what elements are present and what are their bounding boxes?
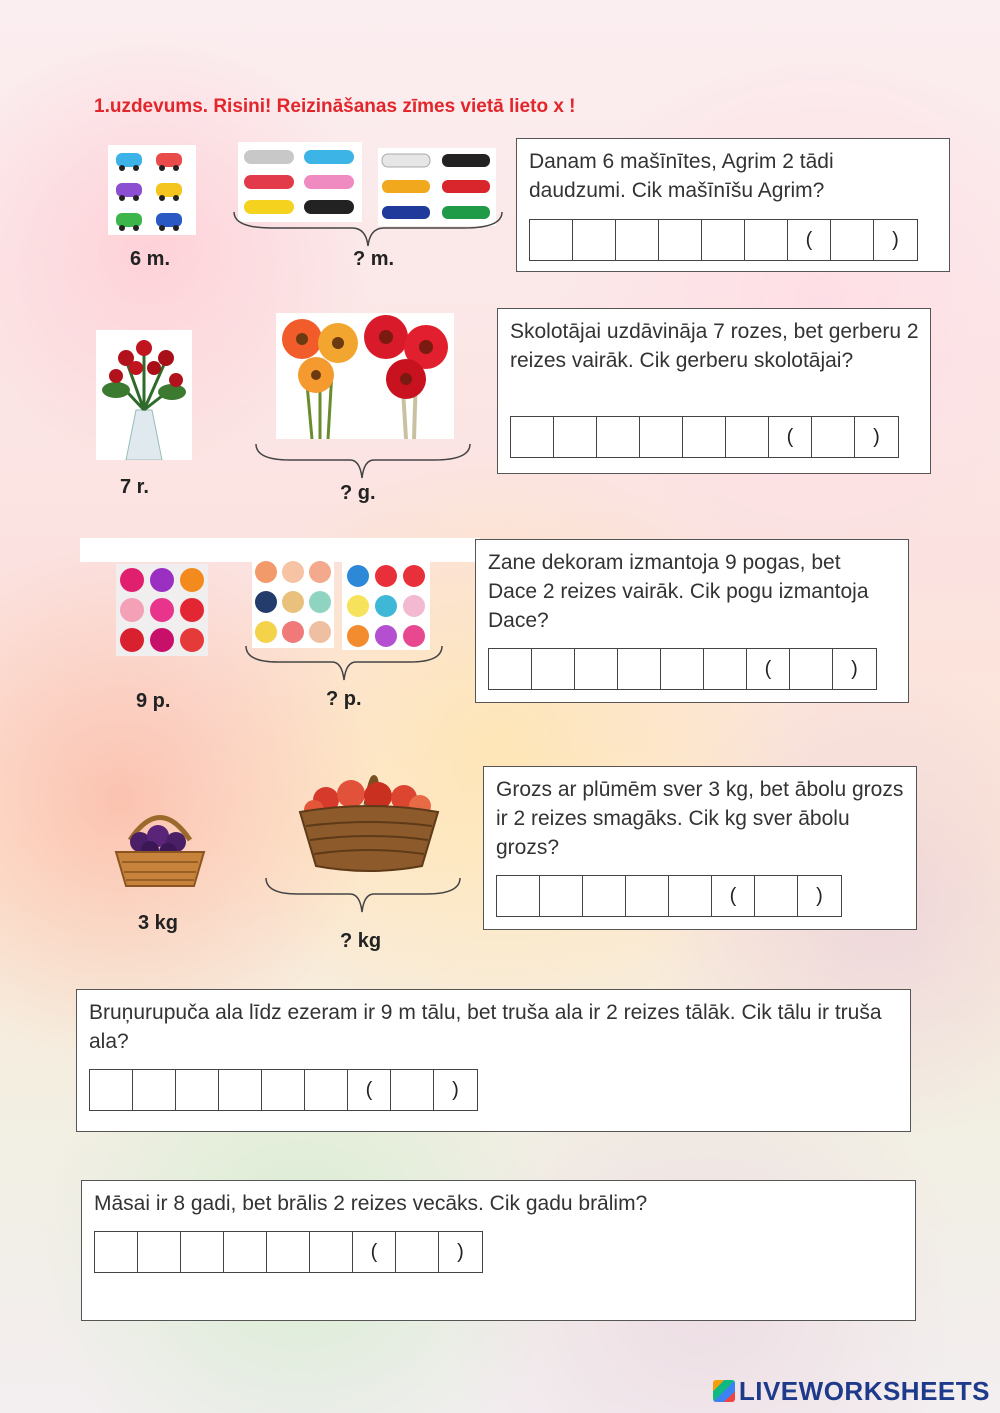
- answer-cell[interactable]: [262, 1070, 305, 1110]
- answer-cell[interactable]: [833, 649, 876, 689]
- paren-open: (: [729, 884, 737, 907]
- paren-close: ): [816, 884, 823, 907]
- answer-cell[interactable]: [583, 876, 626, 916]
- task-box: [475, 539, 909, 703]
- right-caption: ? kg: [340, 930, 382, 952]
- paren-close: ): [452, 1078, 459, 1101]
- left-caption: 9 p.: [136, 690, 171, 712]
- page-title: 1.uzdevums. Risini! Reizināšanas zīmes vietā lieto x !: [94, 96, 576, 117]
- task-box: [497, 308, 931, 474]
- paren-close: ): [873, 425, 880, 448]
- answer-cell[interactable]: [434, 1070, 477, 1110]
- answer-cell[interactable]: [540, 876, 583, 916]
- liveworksheets-logo: [713, 1376, 990, 1407]
- answer-cell[interactable]: [626, 876, 669, 916]
- task-question: Skolotājai uzdāvināja 7 rozes, bet gerberu 2 reizes vairāk. Cik gerberu skolotājai?: [510, 320, 919, 372]
- liveworksheets-icon: [713, 1380, 735, 1402]
- answer-cell[interactable]: [267, 1232, 310, 1272]
- task-question: Zane dekoram izmantoja 9 pogas, bet Dace 2 reizes vairāk. Cik pogu izmantoja Dace?: [488, 551, 869, 632]
- brace-icon: [232, 210, 504, 250]
- right-caption: ? g.: [340, 482, 376, 504]
- left-caption: 6 m.: [130, 248, 171, 270]
- answer-cell[interactable]: [497, 876, 540, 916]
- answer-cell[interactable]: [712, 876, 755, 916]
- cars-6-image: [108, 145, 196, 235]
- brace-icon: [244, 644, 444, 684]
- answer-cell[interactable]: [573, 220, 616, 260]
- answer-cell[interactable]: [755, 876, 798, 916]
- answer-cell[interactable]: [575, 649, 618, 689]
- answer-cell[interactable]: [790, 649, 833, 689]
- paren-close: ): [457, 1240, 464, 1263]
- answer-cell[interactable]: [138, 1232, 181, 1272]
- answer-cell[interactable]: [747, 649, 790, 689]
- task-question: Grozs ar plūmēm sver 3 kg, bet ābolu grozs ir 2 reizes smagāks. Cik kg sver ābolu grozs?: [496, 778, 904, 859]
- task-question: Danam 6 mašīnītes, Agrim 2 tādi daudzumi. Cik mašīnīšu Agrim?: [529, 150, 834, 202]
- task-box: [516, 138, 950, 272]
- paren-open: (: [786, 425, 794, 448]
- task-box: [76, 989, 911, 1132]
- answer-grid: [529, 219, 918, 261]
- answer-cell[interactable]: [618, 649, 661, 689]
- answer-cell[interactable]: [532, 649, 575, 689]
- car-icon: [116, 153, 182, 231]
- answer-cell[interactable]: [348, 1070, 391, 1110]
- answer-cell[interactable]: [305, 1070, 348, 1110]
- task-question: Māsai ir 8 gadi, bet brālis 2 reizes vecāks. Cik gadu brālim?: [94, 1192, 648, 1215]
- answer-grid: [488, 648, 877, 690]
- answer-cell[interactable]: [176, 1070, 219, 1110]
- answer-cell[interactable]: [855, 417, 898, 457]
- answer-grid: [510, 416, 899, 458]
- buttons-group-b-image: [342, 560, 430, 650]
- answer-cell[interactable]: [310, 1232, 353, 1272]
- answer-cell[interactable]: [391, 1070, 434, 1110]
- answer-cell[interactable]: [616, 220, 659, 260]
- answer-grid: [496, 875, 842, 917]
- answer-cell[interactable]: [95, 1232, 138, 1272]
- footer-brand: LIVEWORKSHEETS: [738, 1376, 990, 1406]
- task-question: Bruņurupuča ala līdz ezeram ir 9 m tālu, bet truša ala ir 2 reizes tālāk. Cik tālu ir truša ala?: [89, 1001, 882, 1053]
- answer-cell[interactable]: [874, 220, 917, 260]
- answer-cell[interactable]: [640, 417, 683, 457]
- answer-cell[interactable]: [788, 220, 831, 260]
- answer-cell[interactable]: [669, 876, 712, 916]
- gerberas-image: [276, 313, 454, 439]
- answer-cell[interactable]: [530, 220, 573, 260]
- answer-cell[interactable]: [659, 220, 702, 260]
- answer-cell[interactable]: [181, 1232, 224, 1272]
- answer-cell[interactable]: [812, 417, 855, 457]
- answer-cell[interactable]: [489, 649, 532, 689]
- left-caption: 3 kg: [138, 912, 179, 934]
- buttons-group-a-image: [252, 556, 334, 648]
- answer-cell[interactable]: [745, 220, 788, 260]
- brace-icon: [254, 442, 472, 482]
- paren-close: ): [892, 228, 899, 251]
- answer-cell[interactable]: [683, 417, 726, 457]
- paren-open: (: [370, 1240, 378, 1263]
- answer-cell[interactable]: [224, 1232, 267, 1272]
- paren-open: (: [805, 228, 813, 251]
- answer-cell[interactable]: [702, 220, 745, 260]
- plum-basket-image: [110, 800, 210, 890]
- answer-cell[interactable]: [554, 417, 597, 457]
- brace-icon: [264, 876, 462, 916]
- paren-open: (: [764, 657, 772, 680]
- answer-cell[interactable]: [133, 1070, 176, 1110]
- task-box: [81, 1180, 916, 1321]
- paren-close: ): [851, 657, 858, 680]
- answer-cell[interactable]: [511, 417, 554, 457]
- answer-grid: [89, 1069, 478, 1111]
- answer-cell[interactable]: [798, 876, 841, 916]
- buttons-9-image: [116, 564, 208, 656]
- answer-cell[interactable]: [769, 417, 812, 457]
- left-caption: 7 r.: [120, 476, 149, 498]
- answer-cell[interactable]: [353, 1232, 396, 1272]
- answer-cell[interactable]: [396, 1232, 439, 1272]
- apple-basket-image: [296, 750, 442, 872]
- right-caption: ? m.: [353, 248, 395, 270]
- task-box: [483, 766, 917, 930]
- answer-cell[interactable]: [219, 1070, 262, 1110]
- answer-cell[interactable]: [831, 220, 874, 260]
- answer-cell[interactable]: [661, 649, 704, 689]
- answer-cell[interactable]: [90, 1070, 133, 1110]
- answer-cell[interactable]: [597, 417, 640, 457]
- paren-open: (: [365, 1078, 373, 1101]
- answer-cell[interactable]: [704, 649, 747, 689]
- answer-cell[interactable]: [726, 417, 769, 457]
- roses-image: [96, 330, 192, 460]
- answer-grid: [94, 1231, 483, 1273]
- answer-cell[interactable]: [439, 1232, 482, 1272]
- right-caption: ? p.: [326, 688, 362, 710]
